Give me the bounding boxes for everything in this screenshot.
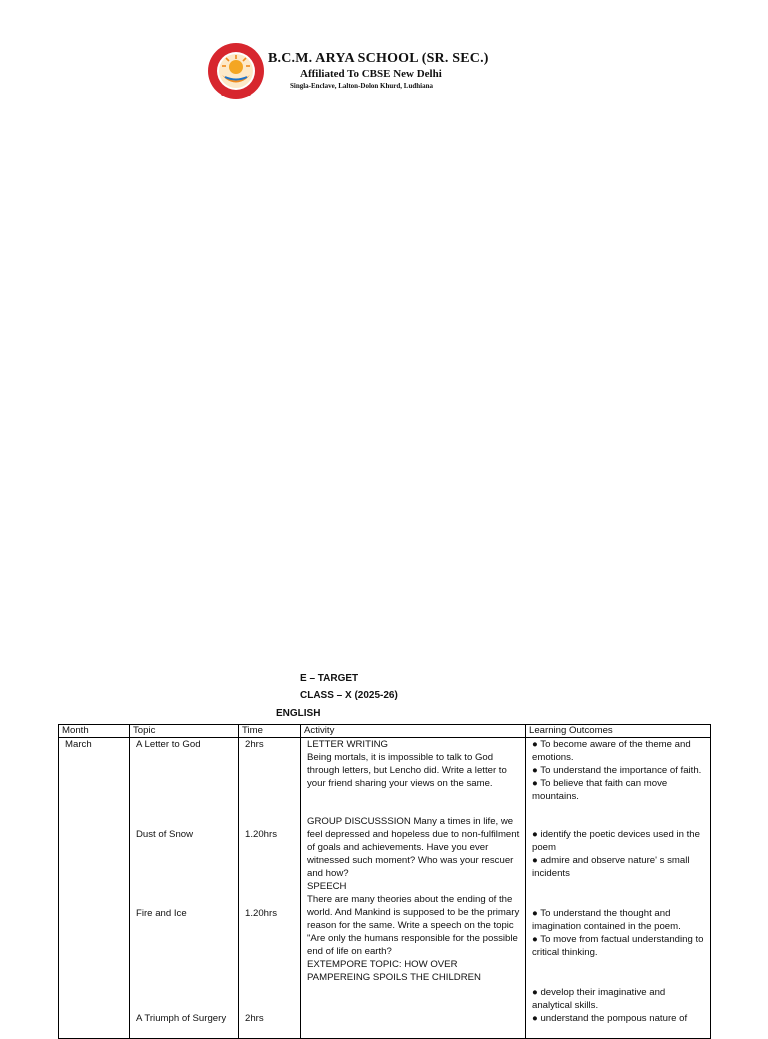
outcome-2-1: ● identify the poetic devices used in the poem bbox=[532, 829, 700, 853]
topic-1: A Letter to God bbox=[136, 739, 201, 750]
outcome-1-2: ● To understand the importance of faith. bbox=[532, 765, 702, 776]
activity-1-heading: LETTER WRITING bbox=[307, 739, 389, 750]
time-cell bbox=[239, 738, 301, 1039]
activity-3-heading: SPEECH bbox=[307, 881, 347, 892]
outcome-2-2: ● admire and observe nature' s small incidents bbox=[532, 855, 690, 879]
col-header-month: Month bbox=[59, 725, 130, 738]
outcome-3-2: ● To move from factual understanding to critical thinking. bbox=[532, 934, 704, 958]
topic-2: Dust of Snow bbox=[136, 829, 194, 840]
school-header bbox=[205, 42, 525, 100]
month-value: March bbox=[65, 739, 92, 750]
activity-1-text: Being mortals, it is impossible to talk to God through letters, but Lencho did. Write a letter to your friend sharing your views on the same. bbox=[307, 752, 507, 789]
activity-2-text: GROUP DISCUSSSION Many a times in life, we feel depressed and hopeless due to non-fulfilment of goals and achievements. Have you ever witnessed such moment? Who was your rescuer and how? bbox=[307, 816, 520, 879]
topic-4: A Triumph of Surgery bbox=[136, 1013, 227, 1024]
time-2: 1.20hrs bbox=[245, 829, 277, 840]
col-header-activity: Activity bbox=[301, 725, 526, 738]
outcome-1-1: ● To become aware of the theme and emotions. bbox=[532, 739, 691, 763]
outcome-3-1: ● To understand the thought and imagination contained in the poem. bbox=[532, 908, 681, 932]
col-header-outcomes: Learning Outcomes bbox=[526, 725, 711, 738]
activity-4-heading: EXTEMPORE TOPIC: HOW OVER PAMPEREING SPOILS THE CHILDREN bbox=[307, 959, 481, 983]
outcome-4-1: ● develop their imaginative and analytical skills. bbox=[532, 987, 666, 1011]
col-header-topic: Topic bbox=[130, 725, 239, 738]
doc-title: E – TARGET bbox=[300, 673, 359, 684]
time-1: 2hrs bbox=[245, 739, 264, 750]
activity-cell bbox=[301, 738, 526, 1039]
outcome-1-3: ● To believe that faith can move mountains. bbox=[532, 778, 668, 802]
activity-3-text: There are many theories about the ending of the world. And Mankind is supposed to be the primary reason for the same. Write a speech on the topic "Are only the humans responsible for the possible end of life on earth? bbox=[307, 894, 520, 957]
school-logo-icon bbox=[205, 42, 267, 100]
topic-cell bbox=[130, 738, 239, 1039]
school-address: Singla-Enclave, Lalton-Dolon Khurd, Ludhiana bbox=[290, 82, 433, 90]
outcomes-cell bbox=[526, 738, 711, 1039]
outcome-4-2: ● understand the pompous nature of bbox=[532, 1013, 688, 1024]
class-title: CLASS – X (2025-26) bbox=[300, 690, 398, 701]
target-table bbox=[58, 724, 711, 1039]
month-cell bbox=[59, 738, 130, 1039]
subject-title: ENGLISH bbox=[276, 708, 321, 719]
school-name: B.C.M. ARYA SCHOOL (SR. SEC.) bbox=[268, 51, 489, 66]
time-3: 1.20hrs bbox=[245, 908, 277, 919]
time-4: 2hrs bbox=[245, 1013, 264, 1024]
table-header-row bbox=[59, 725, 711, 738]
table-row bbox=[59, 738, 711, 1039]
col-header-time: Time bbox=[239, 725, 301, 738]
affiliation-text: Affiliated To CBSE New Delhi bbox=[300, 68, 442, 80]
topic-3: Fire and Ice bbox=[136, 908, 187, 919]
